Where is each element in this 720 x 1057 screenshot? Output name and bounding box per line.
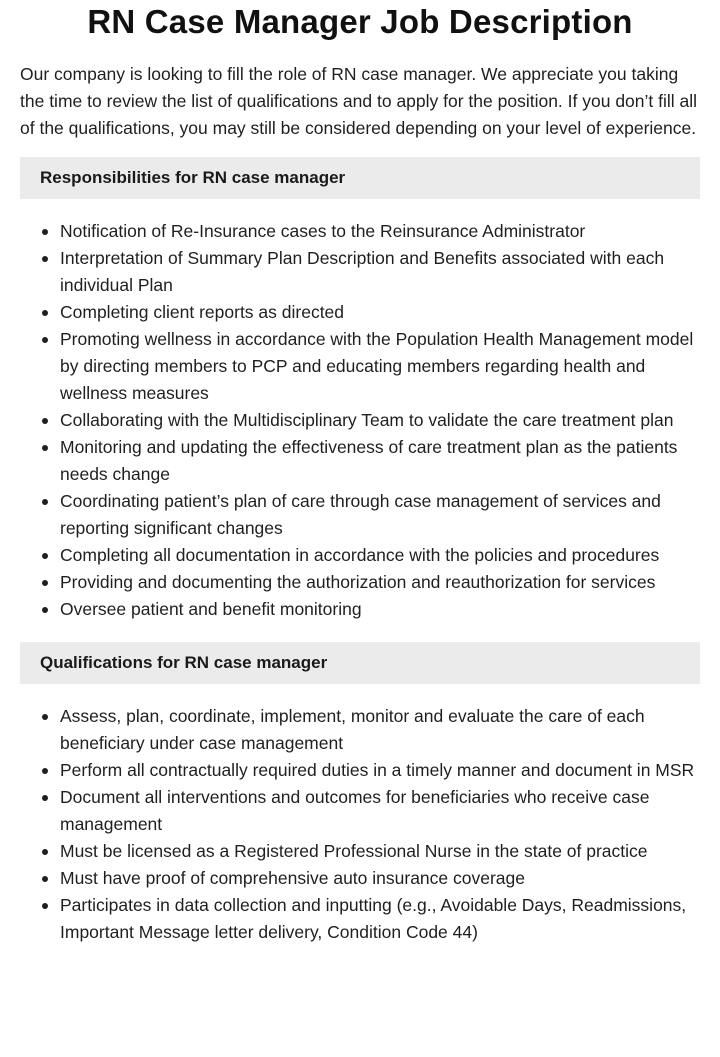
page-title: RN Case Manager Job Description [87,3,633,40]
list-item [60,407,700,434]
bullet-icon [42,418,48,424]
list-item-text: Interpretation of Summary Plan Description and Benefits associated with each individual Plan [60,248,665,295]
list-item-text: Notification of Re-Insurance cases to the Reinsurance Administrator [60,221,586,241]
list-item-text: Perform all contractually required duties in a timely manner and document in MSR [60,760,695,780]
list-item [60,488,700,542]
list-item-text: Must have proof of comprehensive auto insurance coverage [60,868,525,888]
list-item [60,784,700,838]
bullet-icon [42,795,48,801]
qualifications-list [20,703,700,946]
list-item [60,542,700,569]
list-item-text: Participates in data collection and inputting (e.g., Avoidable Days, Readmissions, Important Message letter delivery, Condition Code 44) [60,895,687,942]
list-item-text: Must be licensed as a Registered Professional Nurse in the state of practice [60,841,648,861]
intro-paragraph: Our company is looking to fill the role of RN case manager. We appreciate you taking the time to review the list of qualifications and to apply for the position. If you don’t fill all of the qualifications, you may still be considered depending on your level of experience. [20,64,698,138]
list-item [60,596,700,623]
list-item [60,892,700,946]
list-item [60,434,700,488]
list-item-text: Coordinating patient’s plan of care through case management of services and reporting significant changes [60,491,661,538]
list-item-text: Collaborating with the Multidisciplinary Team to validate the care treatment plan [60,410,674,430]
bullet-icon [42,499,48,505]
list-item-text: Promoting wellness in accordance with the Population Health Management model by directing members to PCP and educating members regarding health and wellness measures [60,329,694,403]
bullet-icon [42,607,48,613]
list-item-text: Oversee patient and benefit monitoring [60,599,362,619]
list-item [60,838,700,865]
list-item [60,703,700,757]
list-item-text: Providing and documenting the authorization and reauthorization for services [60,572,656,592]
bullet-icon [42,768,48,774]
bullet-icon [42,445,48,451]
bullet-icon [42,229,48,235]
list-item [60,326,700,407]
bullet-icon [42,849,48,855]
list-item-text: Document all interventions and outcomes for beneficiaries who receive case management [60,787,650,834]
bullet-icon [42,310,48,316]
responsibilities-heading: Responsibilities for RN case manager [20,157,700,199]
list-item [60,245,700,299]
qualifications-heading: Qualifications for RN case manager [20,642,700,684]
list-item-text: Assess, plan, coordinate, implement, monitor and evaluate the care of each beneficiary under case management [60,706,645,753]
bullet-icon [42,903,48,909]
bullet-icon [42,580,48,586]
bullet-icon [42,876,48,882]
bullet-icon [42,337,48,343]
responsibilities-list [20,218,700,623]
list-item [60,865,700,892]
list-item [60,569,700,596]
bullet-icon [42,256,48,262]
list-item [60,218,700,245]
list-item-text: Completing client reports as directed [60,302,345,322]
bullet-icon [42,714,48,720]
bullet-icon [42,553,48,559]
list-item [60,299,700,326]
list-item-text: Completing all documentation in accordance with the policies and procedures [60,545,660,565]
list-item-text: Monitoring and updating the effectiveness of care treatment plan as the patients needs change [60,437,678,484]
list-item [60,757,700,784]
